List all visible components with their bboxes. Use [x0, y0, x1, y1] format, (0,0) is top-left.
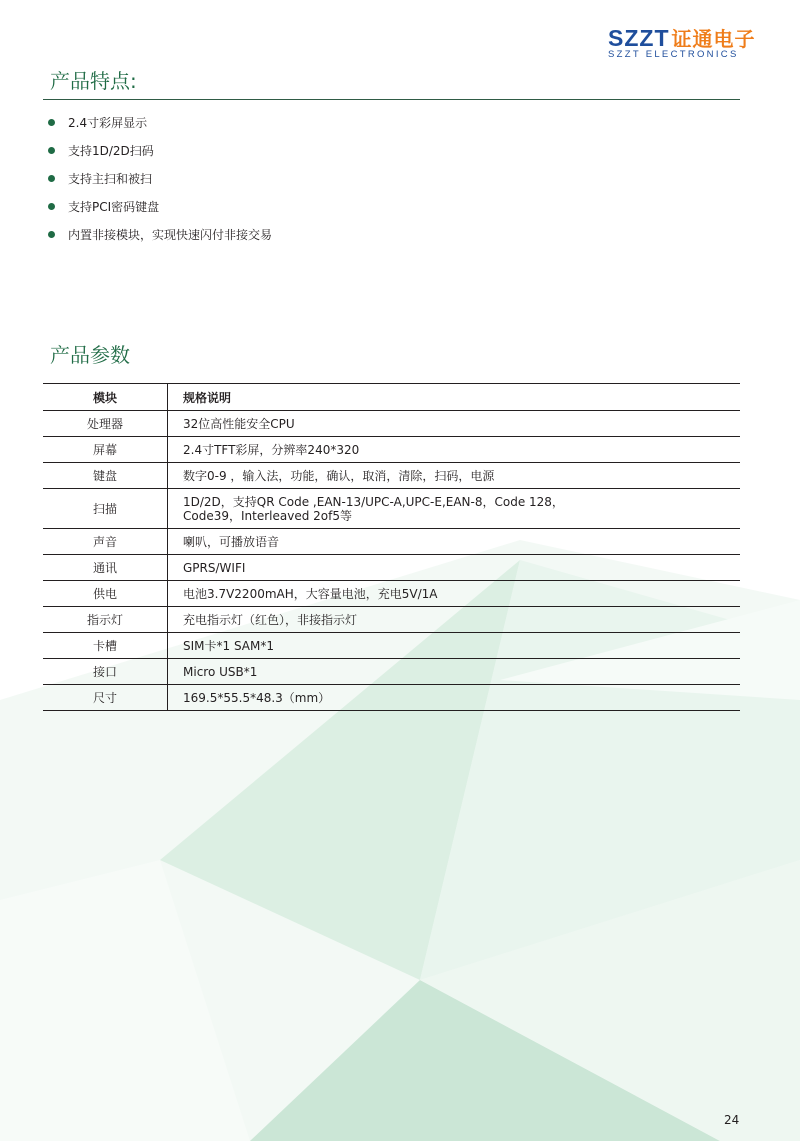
feature-text: 支持1D/2D扫码 [68, 144, 154, 158]
table-row [43, 411, 740, 437]
module-cell: 指示灯 [43, 607, 168, 633]
spec-cell: 充电指示灯（红色），非接指示灯 [168, 607, 741, 633]
feature-item [48, 198, 272, 226]
spec-line: 1D/2D，支持QR Code ,EAN-13/UPC-A,UPC-E,EAN-8，Code 128， [183, 494, 564, 509]
title-divider [43, 99, 740, 100]
params-title: 产品参数 [50, 343, 130, 367]
features-title: 产品特点: [50, 69, 137, 93]
company-logo [606, 26, 776, 62]
spec-cell: 2.4寸TFT彩屏，分辨率240*320 [168, 437, 741, 463]
module-cell: 供电 [43, 581, 168, 607]
table-row [43, 489, 740, 529]
module-cell: 接口 [43, 659, 168, 685]
table-row [43, 529, 740, 555]
module-cell: 卡槽 [43, 633, 168, 659]
bullet-icon [48, 147, 55, 154]
module-cell: 尺寸 [43, 685, 168, 711]
module-cell: 声音 [43, 529, 168, 555]
module-cell: 屏幕 [43, 437, 168, 463]
table-row [43, 685, 740, 711]
spec-cell: 电池3.7V2200mAH，大容量电池，充电5V/1A [168, 581, 741, 607]
spec-cell: GPRS/WIFI [168, 555, 741, 581]
table-row [43, 633, 740, 659]
table-row [43, 659, 740, 685]
feature-text: 2.4寸彩屏显示 [68, 116, 148, 130]
spec-cell: Micro USB*1 [168, 659, 741, 685]
spec-line: Code39，Interleaved 2of5等 [183, 508, 352, 523]
table-header-row [43, 384, 740, 411]
bullet-icon [48, 203, 55, 210]
feature-text: 支持主扫和被扫 [68, 172, 153, 186]
module-cell: 处理器 [43, 411, 168, 437]
feature-item [48, 114, 272, 142]
spec-cell: 喇叭，可播放语音 [168, 529, 741, 555]
logo-latin-text: SZZT [608, 25, 670, 51]
feature-item [48, 170, 272, 198]
module-cell: 扫描 [43, 489, 168, 529]
bullet-icon [48, 231, 55, 238]
bullet-icon [48, 119, 55, 126]
feature-item [48, 142, 272, 170]
spec-cell: SIM卡*1 SAM*1 [168, 633, 741, 659]
feature-text: 内置非接模块，实现快速闪付非接交易 [68, 228, 273, 242]
header-module: 模块 [43, 384, 168, 411]
module-cell: 键盘 [43, 463, 168, 489]
spec-cell: 32位高性能安全CPU [168, 411, 741, 437]
spec-cell: 169.5*55.5*48.3（mm） [168, 685, 741, 711]
feature-list [48, 114, 272, 254]
page-number: 24 [724, 1113, 740, 1127]
table-row [43, 581, 740, 607]
spec-table [43, 383, 740, 711]
header-spec: 规格说明 [183, 390, 232, 405]
table-row [43, 437, 740, 463]
logo-chinese-text: 证通电子 [671, 27, 756, 51]
spec-cell: 数字0-9 ，输入法，功能，确认，取消，清除，扫码，电源 [168, 463, 741, 489]
logo-subtitle: SZZT ELECTRONICS [608, 49, 739, 60]
feature-text: 支持PCI密码键盘 [68, 200, 160, 214]
bullet-icon [48, 175, 55, 182]
table-row [43, 607, 740, 633]
table-row [43, 463, 740, 489]
spec-cell [168, 489, 741, 529]
table-row [43, 555, 740, 581]
feature-item [48, 226, 272, 254]
module-cell: 通讯 [43, 555, 168, 581]
